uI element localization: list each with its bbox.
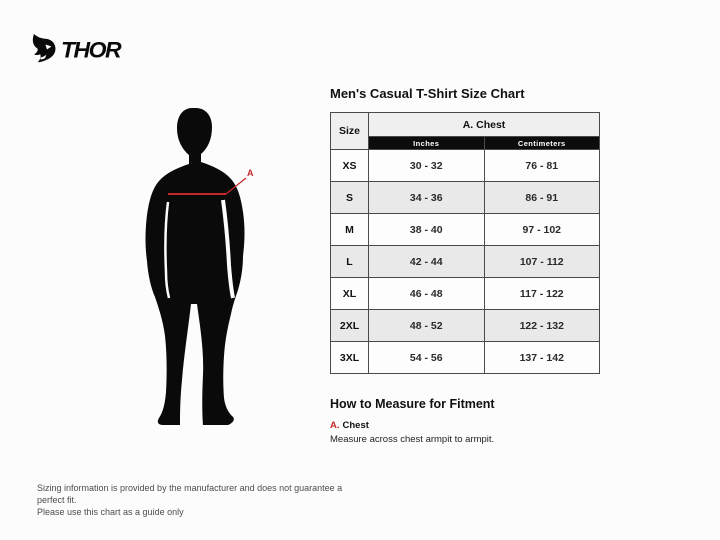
table-row [331, 214, 600, 246]
brand-wordmark: THOR [61, 37, 121, 63]
column-header-size: Size [331, 113, 369, 150]
size-label: S [331, 182, 369, 214]
measure-item-description: Measure across chest armpit to armpit. [330, 434, 495, 445]
centimeters-value: 97 - 102 [484, 214, 600, 246]
table-row [331, 342, 600, 374]
table-row [331, 310, 600, 342]
centimeters-value: 86 - 91 [484, 182, 600, 214]
page-title: Men's Casual T-Shirt Size Chart [330, 86, 525, 101]
centimeters-value: 117 - 122 [484, 278, 600, 310]
size-label: L [331, 246, 369, 278]
chest-label-a: A [247, 168, 254, 178]
size-chart-panel [330, 86, 600, 445]
measure-item-key: A. [330, 420, 340, 431]
disclaimer-line-2: Please use this chart as a guide only [37, 507, 184, 518]
table-row [331, 182, 600, 214]
centimeters-value: 107 - 112 [484, 246, 600, 278]
table-row [331, 150, 600, 182]
measure-item-title [330, 420, 600, 431]
size-label: 3XL [331, 342, 369, 374]
size-chart-table [330, 112, 600, 374]
inches-value: 46 - 48 [369, 278, 485, 310]
inches-value: 34 - 36 [369, 182, 485, 214]
table-row [331, 246, 600, 278]
size-label: M [331, 214, 369, 246]
inches-value: 54 - 56 [369, 342, 485, 374]
measure-item-name: Chest [342, 420, 369, 431]
disclaimer-text [37, 482, 347, 518]
size-label: XS [331, 150, 369, 182]
centimeters-value: 137 - 142 [484, 342, 600, 374]
disclaimer-line-1: Sizing information is provided by the manufacturer and does not guarantee a perfect fit. [37, 483, 343, 506]
column-header-chest: A. Chest [369, 113, 600, 137]
inches-value: 42 - 44 [369, 246, 485, 278]
body-silhouette-figure [128, 90, 310, 435]
column-header-inches: Inches [369, 137, 485, 150]
centimeters-value: 76 - 81 [484, 150, 600, 182]
inches-value: 38 - 40 [369, 214, 485, 246]
size-label: 2XL [331, 310, 369, 342]
measure-heading: How to Measure for Fitment [330, 397, 495, 411]
table-row [331, 278, 600, 310]
size-label: XL [331, 278, 369, 310]
brand-logo [32, 33, 120, 68]
measure-instructions-section [330, 397, 600, 445]
thor-horned-head-icon [32, 33, 58, 68]
inches-value: 48 - 52 [369, 310, 485, 342]
centimeters-value: 122 - 132 [484, 310, 600, 342]
inches-value: 30 - 32 [369, 150, 485, 182]
column-header-centimeters: Centimeters [484, 137, 600, 150]
